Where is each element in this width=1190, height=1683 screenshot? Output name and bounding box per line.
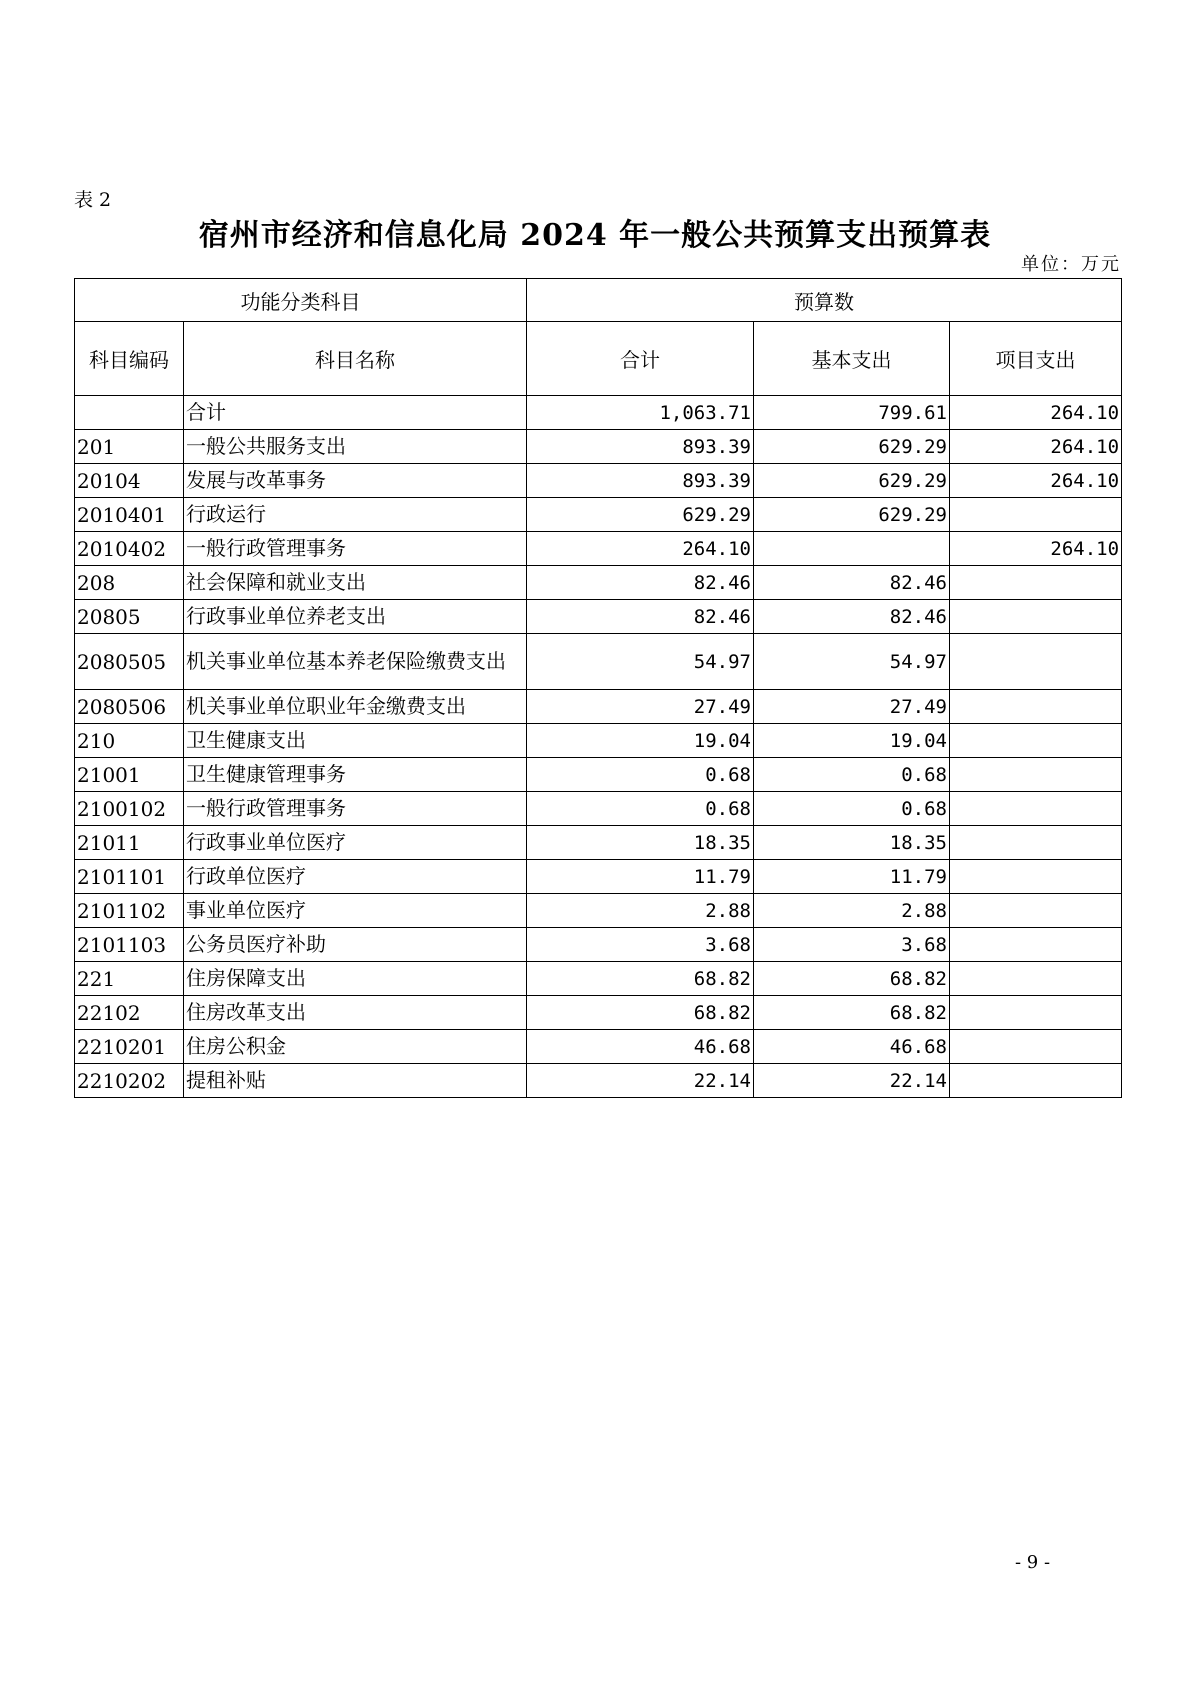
basic-cell: 629.29: [754, 498, 950, 532]
basic-cell: 3.68: [754, 928, 950, 962]
total-cell: 82.46: [527, 566, 754, 600]
table-row: [75, 430, 1122, 464]
basic-cell: 82.46: [754, 566, 950, 600]
name-cell: 公务员医疗补助: [184, 928, 527, 962]
basic-cell: 0.68: [754, 792, 950, 826]
table-row: [75, 1030, 1122, 1064]
project-cell: [950, 600, 1122, 634]
code-cell: 2010402: [75, 532, 184, 566]
total-cell: 46.68: [527, 1030, 754, 1064]
basic-column-header: 基本支出: [754, 322, 950, 396]
name-cell: 行政运行: [184, 498, 527, 532]
code-cell: 210: [75, 724, 184, 758]
code-cell: 2101101: [75, 860, 184, 894]
functional-classification-header: 功能分类科目: [75, 279, 527, 322]
total-cell: 893.39: [527, 464, 754, 498]
code-cell: 2210201: [75, 1030, 184, 1064]
table-row: [75, 724, 1122, 758]
basic-cell: 799.61: [754, 396, 950, 430]
table-row: [75, 498, 1122, 532]
project-cell: [950, 962, 1122, 996]
total-cell: 68.82: [527, 962, 754, 996]
total-cell: 19.04: [527, 724, 754, 758]
table-row: [75, 690, 1122, 724]
name-cell: 机关事业单位职业年金缴费支出: [184, 690, 527, 724]
code-cell: 21001: [75, 758, 184, 792]
table-row: [75, 532, 1122, 566]
project-cell: [950, 498, 1122, 532]
name-cell: 行政事业单位养老支出: [184, 600, 527, 634]
basic-cell: 22.14: [754, 1064, 950, 1098]
project-cell: [950, 758, 1122, 792]
total-cell: 22.14: [527, 1064, 754, 1098]
code-cell: 21011: [75, 826, 184, 860]
table-row: [75, 826, 1122, 860]
code-cell: 201: [75, 430, 184, 464]
basic-cell: 27.49: [754, 690, 950, 724]
project-cell: [950, 724, 1122, 758]
budget-table: [74, 278, 1122, 1098]
table-row: [75, 996, 1122, 1030]
basic-cell: 18.35: [754, 826, 950, 860]
table-row: [75, 464, 1122, 498]
name-cell: 社会保障和就业支出: [184, 566, 527, 600]
total-cell: 629.29: [527, 498, 754, 532]
table-row: [75, 860, 1122, 894]
total-cell: 11.79: [527, 860, 754, 894]
basic-cell: 0.68: [754, 758, 950, 792]
basic-cell: 19.04: [754, 724, 950, 758]
basic-cell: 82.46: [754, 600, 950, 634]
project-cell: [950, 860, 1122, 894]
code-cell: 2080505: [75, 634, 184, 690]
code-cell: 221: [75, 962, 184, 996]
basic-cell: [754, 532, 950, 566]
name-cell: 住房公积金: [184, 1030, 527, 1064]
basic-cell: 2.88: [754, 894, 950, 928]
name-column-header: 科目名称: [184, 322, 527, 396]
code-cell: 2010401: [75, 498, 184, 532]
code-cell: 2101102: [75, 894, 184, 928]
code-cell: 2080506: [75, 690, 184, 724]
code-cell: 20805: [75, 600, 184, 634]
project-cell: [950, 1064, 1122, 1098]
basic-cell: 11.79: [754, 860, 950, 894]
code-cell: 2100102: [75, 792, 184, 826]
name-cell: 住房保障支出: [184, 962, 527, 996]
table-row: [75, 758, 1122, 792]
project-cell: 264.10: [950, 464, 1122, 498]
name-cell: 合计: [184, 396, 527, 430]
name-cell: 行政单位医疗: [184, 860, 527, 894]
total-column-header: 合计: [527, 322, 754, 396]
project-cell: [950, 690, 1122, 724]
project-cell: [950, 928, 1122, 962]
table-body: [75, 396, 1122, 1098]
table-row: [75, 600, 1122, 634]
name-cell: 一般公共服务支出: [184, 430, 527, 464]
basic-cell: 629.29: [754, 464, 950, 498]
total-cell: 68.82: [527, 996, 754, 1030]
page-number: - 9 -: [1015, 1552, 1051, 1573]
code-cell: 2101103: [75, 928, 184, 962]
project-cell: [950, 894, 1122, 928]
basic-cell: 46.68: [754, 1030, 950, 1064]
code-cell: [75, 396, 184, 430]
code-cell: 208: [75, 566, 184, 600]
name-cell: 事业单位医疗: [184, 894, 527, 928]
total-cell: 2.88: [527, 894, 754, 928]
total-cell: 18.35: [527, 826, 754, 860]
basic-cell: 68.82: [754, 996, 950, 1030]
project-cell: [950, 634, 1122, 690]
project-cell: [950, 996, 1122, 1030]
basic-cell: 68.82: [754, 962, 950, 996]
budget-amount-header: 预算数: [527, 279, 1122, 322]
table-row: [75, 566, 1122, 600]
total-cell: 1,063.71: [527, 396, 754, 430]
project-cell: [950, 826, 1122, 860]
code-cell: 2210202: [75, 1064, 184, 1098]
name-cell: 卫生健康管理事务: [184, 758, 527, 792]
table-row: [75, 1064, 1122, 1098]
table-row: [75, 894, 1122, 928]
table-row: [75, 962, 1122, 996]
table-row: [75, 634, 1122, 690]
project-column-header: 项目支出: [950, 322, 1122, 396]
total-cell: 82.46: [527, 600, 754, 634]
table-row: [75, 928, 1122, 962]
name-cell: 住房改革支出: [184, 996, 527, 1030]
basic-cell: 629.29: [754, 430, 950, 464]
code-cell: 22102: [75, 996, 184, 1030]
project-cell: 264.10: [950, 532, 1122, 566]
total-cell: 0.68: [527, 758, 754, 792]
name-cell: 一般行政管理事务: [184, 532, 527, 566]
name-cell: 提租补贴: [184, 1064, 527, 1098]
basic-cell: 54.97: [754, 634, 950, 690]
project-cell: [950, 1030, 1122, 1064]
total-cell: 3.68: [527, 928, 754, 962]
code-cell: 20104: [75, 464, 184, 498]
name-cell: 发展与改革事务: [184, 464, 527, 498]
page-title: 宿州市经济和信息化局 2024 年一般公共预算支出预算表: [198, 218, 992, 253]
total-cell: 264.10: [527, 532, 754, 566]
name-cell: 一般行政管理事务: [184, 792, 527, 826]
project-cell: [950, 566, 1122, 600]
total-cell: 27.49: [527, 690, 754, 724]
total-cell: 893.39: [527, 430, 754, 464]
name-cell: 卫生健康支出: [184, 724, 527, 758]
total-cell: 54.97: [527, 634, 754, 690]
name-cell: 机关事业单位基本养老保险缴费支出: [184, 634, 527, 690]
table-label: 表 2: [74, 189, 112, 211]
project-cell: 264.10: [950, 430, 1122, 464]
project-cell: [950, 792, 1122, 826]
table-row: [75, 396, 1122, 430]
name-cell: 行政事业单位医疗: [184, 826, 527, 860]
unit-label: 单位：万元: [1021, 254, 1121, 275]
project-cell: 264.10: [950, 396, 1122, 430]
code-column-header: 科目编码: [75, 322, 184, 396]
total-cell: 0.68: [527, 792, 754, 826]
table-row: [75, 792, 1122, 826]
